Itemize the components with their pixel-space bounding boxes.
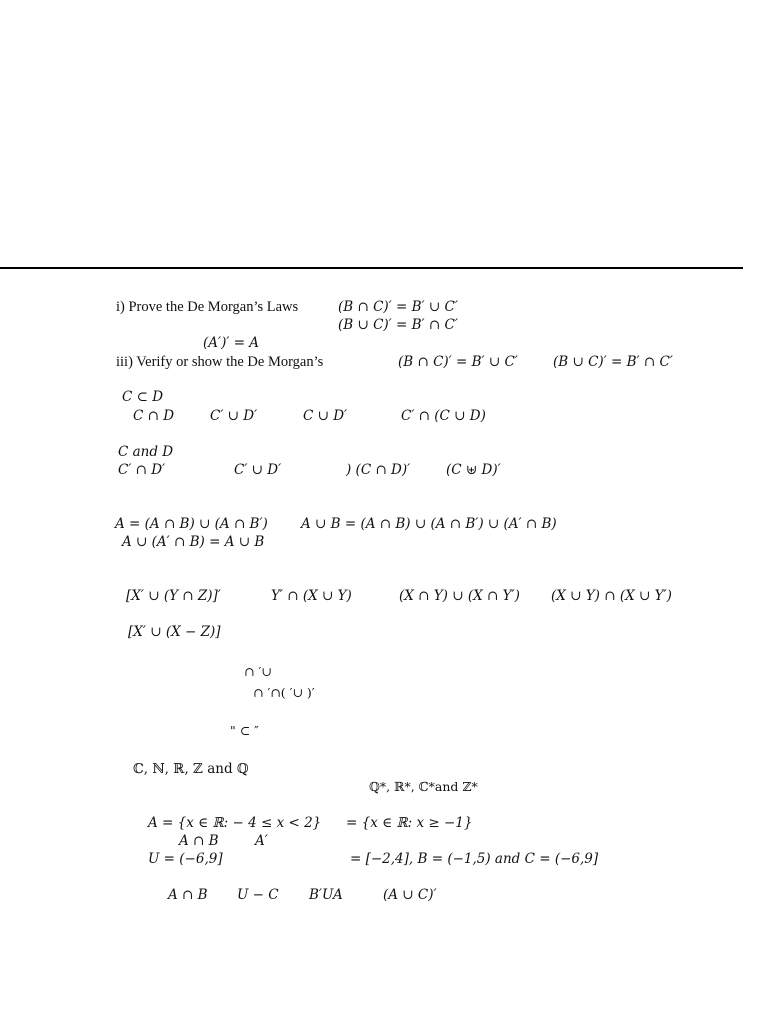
exercise-4: (A ∪ C)′ — [383, 887, 437, 903]
set-universe: U = (−6,9] — [148, 851, 223, 867]
cd-expr-3: C ∪ D′ — [303, 408, 348, 424]
xyz-expr-5: [X′ ∪ (X − Z)] — [128, 624, 221, 640]
xyz-expr-3: (X ∩ Y) ∪ (X ∩ Y′) — [399, 588, 520, 604]
exercise-2: U − C — [237, 887, 279, 903]
number-sets-2: ℚ*, ℝ*, ℂ*and ℤ* — [369, 779, 478, 794]
cd-and: C and D — [118, 444, 174, 460]
cd-expr-2: C′ ∪ D′ — [210, 408, 258, 424]
a-equation-2: A ∪ B = (A ∩ B) ∪ (A ∩ B′) ∪ (A′ ∩ B) — [301, 516, 557, 532]
set-abc-definition: = [−2,4], B = (−1,5) and C = (−6,9] — [350, 851, 599, 867]
q1-double-complement: (A′)′ = A — [203, 335, 260, 351]
number-sets-1: ℂ, ℕ, ℝ, ℤ and ℚ — [133, 761, 249, 777]
cd-expr-5: C′ ∩ D′ — [118, 462, 166, 478]
q3-law-2: (B ∪ C)′ = B′ ∩ C′ — [553, 354, 673, 370]
cd-expr-6: C′ ∪ D′ — [234, 462, 282, 478]
exercise-3: B′UA — [309, 887, 343, 903]
q1-law-2: (B ∪ C)′ = B′ ∩ C′ — [338, 317, 458, 333]
horizontal-rule — [0, 267, 743, 269]
fragment-2: ∩ ′∩( ′∪ )′ — [253, 685, 315, 700]
cd-expr-1: C ∩ D — [133, 408, 175, 424]
exercise-1: A ∩ B — [168, 887, 208, 903]
set-a-intersect-b: A ∩ B — [179, 833, 219, 849]
cd-expr-7: ) (C ∩ D)′ — [346, 462, 411, 478]
cd-subset: C ⊂ D — [122, 389, 164, 405]
set-a-complement: A′ — [255, 833, 268, 849]
cd-expr-8: (C ⊎ D)′ — [446, 462, 501, 478]
q1-law-1: (B ∩ C)′ = B′ ∪ C′ — [338, 299, 458, 315]
q3-law-1: (B ∩ C)′ = B′ ∪ C′ — [398, 354, 518, 370]
q3-label: iii) Verify or show the De Morgan’s — [116, 354, 324, 370]
cd-expr-4: C′ ∩ (C ∪ D) — [401, 408, 486, 424]
fragment-subset: " ⊂ ″ — [230, 723, 259, 738]
set-a-definition: A = {x ∈ ℝ: − 4 ≤ x < 2} — [148, 815, 322, 831]
a-equation-3: A ∪ (A′ ∩ B) = A ∪ B — [122, 534, 265, 550]
set-b-definition: = {x ∈ ℝ: x ≥ −1} — [346, 815, 473, 831]
xyz-expr-1: [X′ ∪ (Y ∩ Z)]′ — [126, 588, 221, 604]
fragment-1: ∩ ′∪ — [244, 664, 272, 679]
xyz-expr-2: Y′ ∩ (X ∪ Y) — [271, 588, 352, 604]
xyz-expr-4: (X ∪ Y) ∩ (X ∪ Y′) — [551, 588, 672, 604]
q1-label: i) Prove the De Morgan’s Laws — [116, 299, 299, 315]
a-equation-1: A = (A ∩ B) ∪ (A ∩ B′) — [115, 516, 268, 532]
